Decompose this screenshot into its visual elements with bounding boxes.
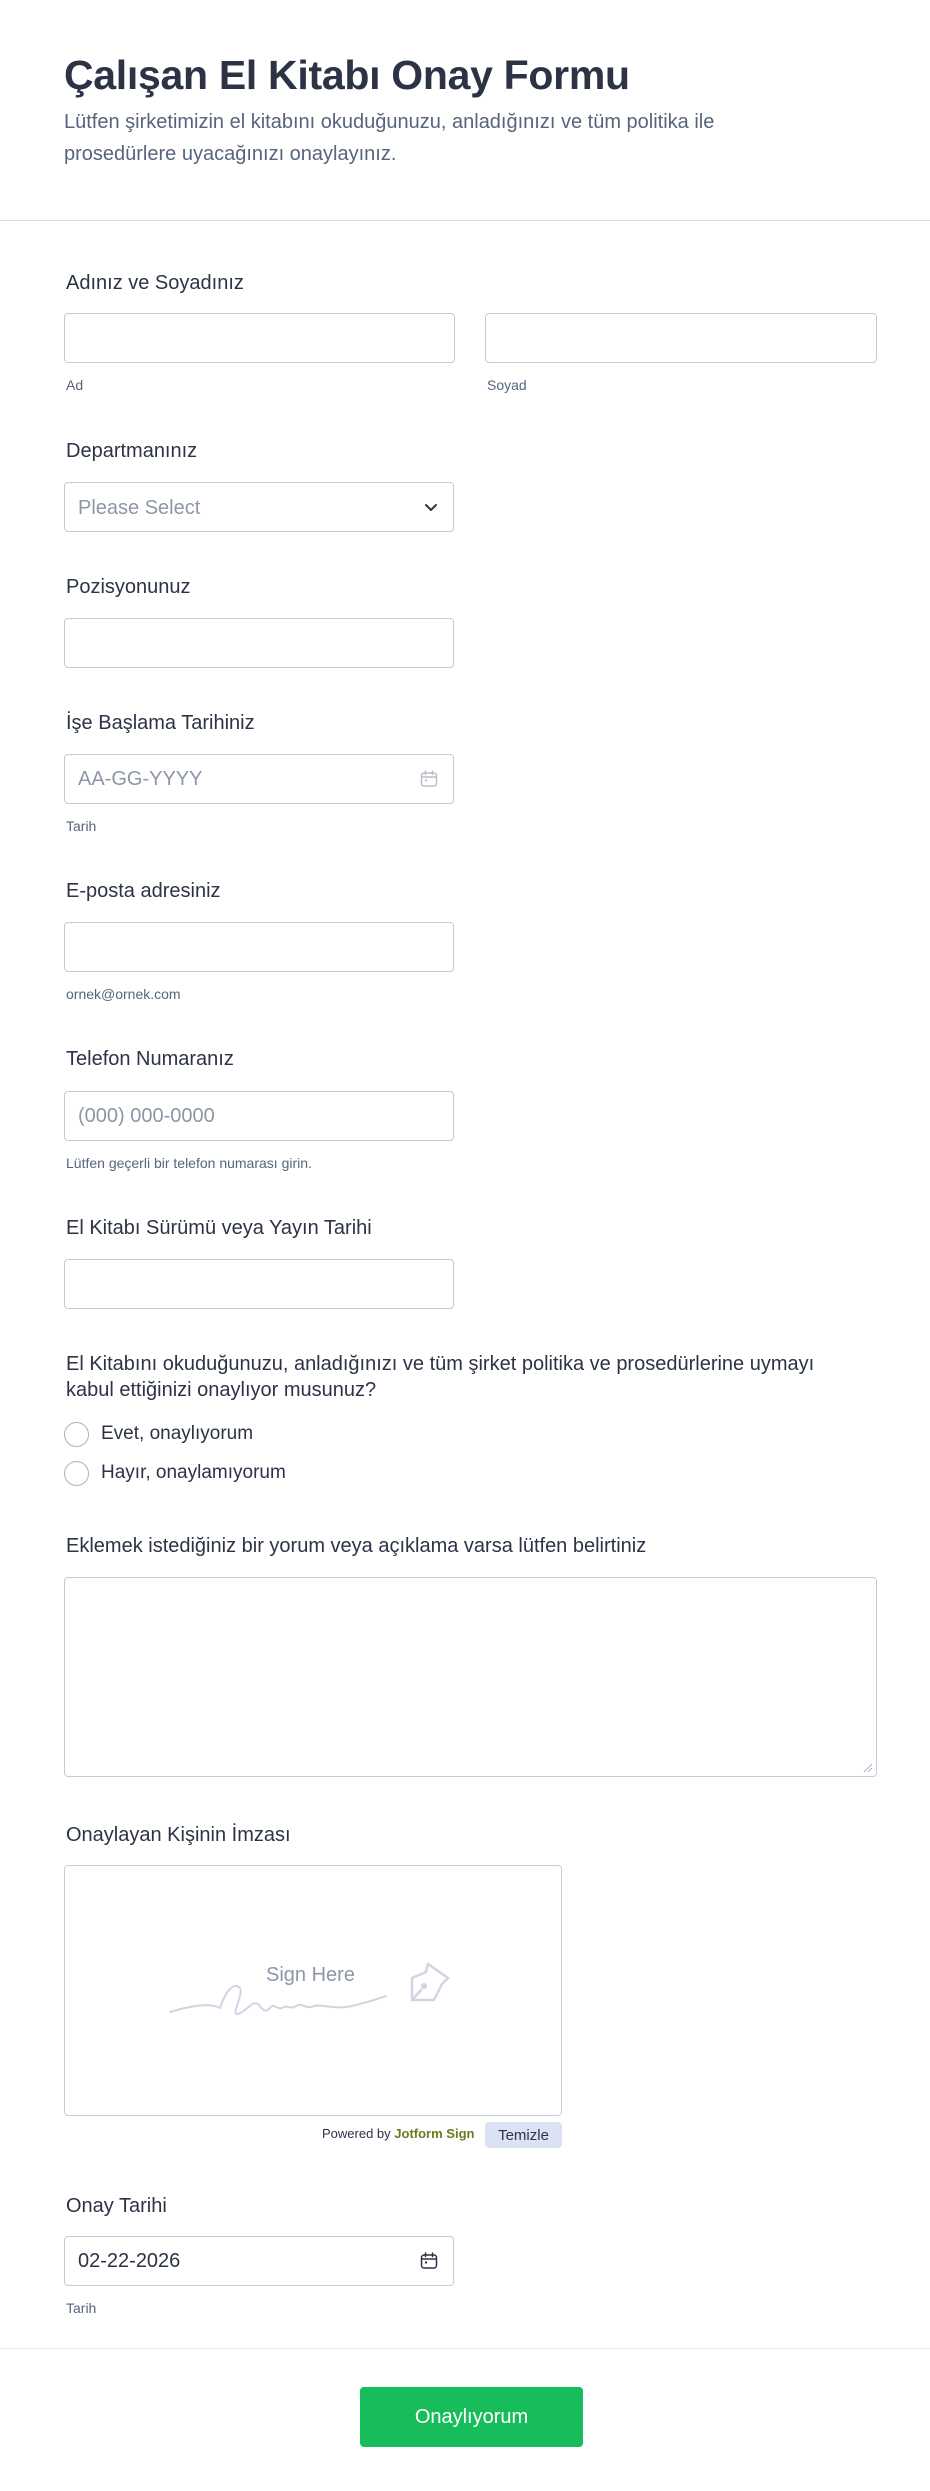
radio-button[interactable] xyxy=(64,1461,89,1486)
phone-label: Telefon Numaranız xyxy=(66,1048,234,1070)
signature-placeholder: Sign Here xyxy=(266,1964,355,1986)
form-description: Lütfen şirketimizin el kitabını okuduğunuzu, anladığınızı ve tüm politika ile prosedürlere uyacağınızı onaylayınız. xyxy=(64,111,715,165)
approval-date-label: Onay Tarihi xyxy=(66,2195,167,2217)
form-header xyxy=(0,0,930,221)
email-label: E-posta adresiniz xyxy=(66,880,221,902)
submit-button[interactable]: Onaylıyorum xyxy=(360,2387,583,2447)
department-placeholder: Please Select xyxy=(78,497,201,519)
radio-option-no-label[interactable]: Hayır, onaylamıyorum xyxy=(101,1462,286,1483)
approval-date-input[interactable] xyxy=(64,2236,454,2286)
powered-by-brand: Jotform Sign xyxy=(394,2126,475,2141)
acknowledge-question-line2: kabul ettiğinizi onaylıyor musunuz? xyxy=(66,1379,377,1401)
resize-grip-icon[interactable] xyxy=(861,1761,873,1773)
last-name-sublabel: Soyad xyxy=(487,377,527,393)
radio-option-no[interactable] xyxy=(64,1459,286,1487)
calendar-icon[interactable] xyxy=(419,769,439,789)
radio-button[interactable] xyxy=(64,1422,89,1447)
calendar-icon[interactable] xyxy=(419,2251,439,2271)
first-name-input[interactable] xyxy=(64,313,455,363)
department-select[interactable] xyxy=(64,482,454,532)
pen-nib-icon xyxy=(404,1960,452,2004)
form-title: Çalışan El Kitabı Onay Formu xyxy=(64,52,630,98)
phone-input[interactable] xyxy=(64,1091,454,1141)
department-label: Departmanınız xyxy=(66,440,198,462)
clear-signature-button[interactable]: Temizle xyxy=(485,2122,562,2148)
phone-sublabel: Lütfen geçerli bir telefon numarası girin. xyxy=(66,1155,312,1171)
radio-option-yes-label[interactable]: Evet, onaylıyorum xyxy=(101,1423,254,1444)
handbook-version-input[interactable] xyxy=(64,1259,454,1309)
position-label: Pozisyonunuz xyxy=(66,576,191,598)
handbook-version-label: El Kitabı Sürümü veya Yayın Tarihi xyxy=(66,1217,372,1239)
email-sublabel: ornek@ornek.com xyxy=(66,986,181,1002)
first-name-sublabel: Ad xyxy=(66,377,84,393)
start-date-label: İşe Başlama Tarihiniz xyxy=(66,712,255,734)
name-label: Adınız ve Soyadınız xyxy=(66,272,244,294)
acknowledge-question-line1: El Kitabını okuduğunuzu, anladığınızı ve tüm şirket politika ve prosedürlerine uymayı xyxy=(66,1353,815,1375)
comments-textarea[interactable] xyxy=(64,1577,877,1777)
start-date-sublabel: Tarih xyxy=(66,818,97,834)
start-date-input[interactable] xyxy=(64,754,454,804)
radio-option-yes[interactable] xyxy=(64,1420,253,1448)
powered-by-prefix: Powered by xyxy=(322,2126,391,2141)
chevron-down-icon xyxy=(423,499,439,515)
last-name-input[interactable] xyxy=(485,313,877,363)
comments-label: Eklemek istediğiniz bir yorum veya açıklama varsa lütfen belirtiniz xyxy=(66,1535,647,1557)
position-input[interactable] xyxy=(64,618,454,668)
email-input[interactable] xyxy=(64,922,454,972)
approval-date-sublabel: Tarih xyxy=(66,2300,97,2316)
signature-label: Onaylayan Kişinin İmzası xyxy=(66,1824,291,1846)
powered-by-text xyxy=(322,2126,474,2141)
footer-divider xyxy=(0,2348,930,2349)
